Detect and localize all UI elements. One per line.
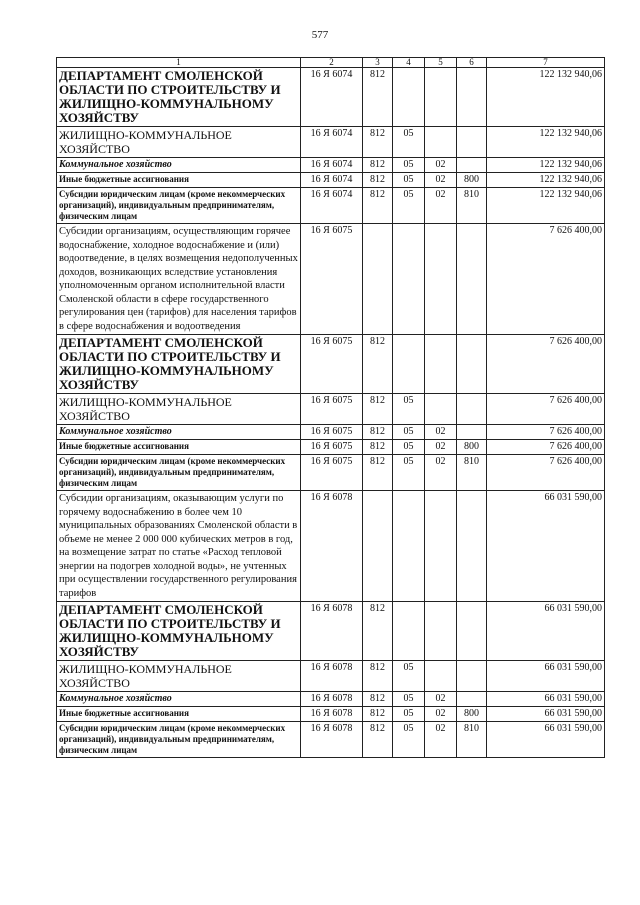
- expense-type-cell: [457, 491, 487, 602]
- table-row: [57, 188, 605, 224]
- section-code-cell: 05: [393, 158, 425, 173]
- ministry-code-cell: 812: [363, 722, 393, 758]
- expense-type-cell: [457, 158, 487, 173]
- header-row: [57, 58, 605, 68]
- ministry-code-cell: 812: [363, 335, 393, 394]
- amount-cell: 122 132 940,06: [487, 173, 605, 188]
- target-code-cell: 16 Я 6078: [301, 661, 363, 692]
- ministry-code-cell: [363, 224, 393, 335]
- subsection-code-cell: [425, 127, 457, 158]
- row-name-cell: Иные бюджетные ассигнования: [57, 707, 301, 722]
- section-code-cell: 05: [393, 661, 425, 692]
- target-code-cell: 16 Я 6074: [301, 173, 363, 188]
- subsection-code-cell: 02: [425, 440, 457, 455]
- target-code-cell: 16 Я 6078: [301, 491, 363, 602]
- table-row: [57, 707, 605, 722]
- subsection-code-cell: 02: [425, 722, 457, 758]
- row-name-cell: Субсидии юридическим лицам (кроме некоммерческих организаций), индивидуальным предпринимателям, физическим лицам: [57, 455, 301, 491]
- amount-cell: 122 132 940,06: [487, 68, 605, 127]
- expense-type-cell: 810: [457, 722, 487, 758]
- subsection-code-cell: 02: [425, 707, 457, 722]
- subsection-code-cell: [425, 491, 457, 602]
- target-code-cell: 16 Я 6074: [301, 188, 363, 224]
- row-name-cell: Субсидии организациям, осуществляющим горячее водоснабжение, холодное водоснабжение и (или) водоотведение, в целях возмещения недополученных доходов, возникающих вследствие установления уполномоченным органом исполнительной власти Смоленской области в сфере государственного регулирования цен (тарифов) для населения тарифов в сфере водоснабжения и водоотведения: [57, 224, 301, 335]
- target-code-cell: 16 Я 6074: [301, 68, 363, 127]
- section-code-cell: 05: [393, 692, 425, 707]
- subsection-code-cell: [425, 335, 457, 394]
- expense-type-cell: [457, 335, 487, 394]
- ministry-code-cell: 812: [363, 455, 393, 491]
- target-code-cell: 16 Я 6075: [301, 394, 363, 425]
- expense-type-cell: [457, 692, 487, 707]
- amount-cell: 7 626 400,00: [487, 335, 605, 394]
- section-code-cell: 05: [393, 394, 425, 425]
- ministry-code-cell: 812: [363, 188, 393, 224]
- column-header: 2: [301, 58, 363, 68]
- column-header: 6: [457, 58, 487, 68]
- ministry-code-cell: 812: [363, 602, 393, 661]
- subsection-code-cell: 02: [425, 425, 457, 440]
- subsection-code-cell: 02: [425, 188, 457, 224]
- budget-table: [56, 57, 605, 758]
- table-row: [57, 491, 605, 602]
- section-code-cell: [393, 491, 425, 602]
- table-row: [57, 335, 605, 394]
- row-name-cell: Коммунальное хозяйство: [57, 425, 301, 440]
- expense-type-cell: 810: [457, 455, 487, 491]
- row-name-cell: ДЕПАРТАМЕНТ СМОЛЕНСКОЙ ОБЛАСТИ ПО СТРОИТЕЛЬСТВУ И ЖИЛИЩНО-КОММУНАЛЬНОМУ ХОЗЯЙСТВУ: [57, 335, 301, 394]
- ministry-code-cell: [363, 491, 393, 602]
- target-code-cell: 16 Я 6078: [301, 722, 363, 758]
- target-code-cell: 16 Я 6078: [301, 692, 363, 707]
- expense-type-cell: [457, 661, 487, 692]
- expense-type-cell: [457, 602, 487, 661]
- subsection-code-cell: [425, 661, 457, 692]
- target-code-cell: 16 Я 6075: [301, 425, 363, 440]
- table-row: [57, 602, 605, 661]
- table-row: [57, 425, 605, 440]
- ministry-code-cell: 812: [363, 692, 393, 707]
- target-code-cell: 16 Я 6075: [301, 335, 363, 394]
- subsection-code-cell: 02: [425, 158, 457, 173]
- column-header: 1: [57, 58, 301, 68]
- amount-cell: 66 031 590,00: [487, 707, 605, 722]
- ministry-code-cell: 812: [363, 158, 393, 173]
- ministry-code-cell: 812: [363, 440, 393, 455]
- target-code-cell: 16 Я 6078: [301, 602, 363, 661]
- row-name-cell: Иные бюджетные ассигнования: [57, 440, 301, 455]
- table-row: [57, 455, 605, 491]
- expense-type-cell: [457, 127, 487, 158]
- column-header: 3: [363, 58, 393, 68]
- amount-cell: 7 626 400,00: [487, 455, 605, 491]
- row-name-cell: Субсидии юридическим лицам (кроме некоммерческих организаций), индивидуальным предпринимателям, физическим лицам: [57, 722, 301, 758]
- section-code-cell: 05: [393, 127, 425, 158]
- subsection-code-cell: [425, 602, 457, 661]
- section-code-cell: 05: [393, 722, 425, 758]
- ministry-code-cell: 812: [363, 173, 393, 188]
- table-row: [57, 394, 605, 425]
- amount-cell: 122 132 940,06: [487, 188, 605, 224]
- target-code-cell: 16 Я 6074: [301, 127, 363, 158]
- ministry-code-cell: 812: [363, 394, 393, 425]
- section-code-cell: [393, 224, 425, 335]
- row-name-cell: ЖИЛИЩНО-КОММУНАЛЬНОЕ ХОЗЯЙСТВО: [57, 661, 301, 692]
- subsection-code-cell: 02: [425, 455, 457, 491]
- subsection-code-cell: [425, 394, 457, 425]
- expense-type-cell: [457, 425, 487, 440]
- amount-cell: 66 031 590,00: [487, 602, 605, 661]
- expense-type-cell: [457, 224, 487, 335]
- column-header: 7: [487, 58, 605, 68]
- section-code-cell: 05: [393, 425, 425, 440]
- ministry-code-cell: 812: [363, 68, 393, 127]
- section-code-cell: [393, 335, 425, 394]
- expense-type-cell: 800: [457, 707, 487, 722]
- expense-type-cell: [457, 394, 487, 425]
- section-code-cell: 05: [393, 188, 425, 224]
- row-name-cell: Субсидии юридическим лицам (кроме некоммерческих организаций), индивидуальным предпринимателям, физическим лицам: [57, 188, 301, 224]
- row-name-cell: ЖИЛИЩНО-КОММУНАЛЬНОЕ ХОЗЯЙСТВО: [57, 394, 301, 425]
- target-code-cell: 16 Я 6075: [301, 455, 363, 491]
- target-code-cell: 16 Я 6078: [301, 707, 363, 722]
- table-row: [57, 127, 605, 158]
- amount-cell: 66 031 590,00: [487, 661, 605, 692]
- target-code-cell: 16 Я 6075: [301, 224, 363, 335]
- section-code-cell: 05: [393, 440, 425, 455]
- table-row: [57, 692, 605, 707]
- page-number: 577: [311, 29, 329, 41]
- row-name-cell: ЖИЛИЩНО-КОММУНАЛЬНОЕ ХОЗЯЙСТВО: [57, 127, 301, 158]
- subsection-code-cell: 02: [425, 173, 457, 188]
- subsection-code-cell: 02: [425, 692, 457, 707]
- ministry-code-cell: 812: [363, 661, 393, 692]
- row-name-cell: Иные бюджетные ассигнования: [57, 173, 301, 188]
- section-code-cell: 05: [393, 707, 425, 722]
- table-row: [57, 158, 605, 173]
- expense-type-cell: 810: [457, 188, 487, 224]
- amount-cell: 7 626 400,00: [487, 224, 605, 335]
- table-row: [57, 173, 605, 188]
- row-name-cell: ДЕПАРТАМЕНТ СМОЛЕНСКОЙ ОБЛАСТИ ПО СТРОИТЕЛЬСТВУ И ЖИЛИЩНО-КОММУНАЛЬНОМУ ХОЗЯЙСТВУ: [57, 68, 301, 127]
- table-row: [57, 68, 605, 127]
- amount-cell: 66 031 590,00: [487, 692, 605, 707]
- amount-cell: 7 626 400,00: [487, 394, 605, 425]
- section-code-cell: 05: [393, 173, 425, 188]
- table-row: [57, 722, 605, 758]
- amount-cell: 66 031 590,00: [487, 491, 605, 602]
- amount-cell: 122 132 940,06: [487, 158, 605, 173]
- ministry-code-cell: 812: [363, 425, 393, 440]
- section-code-cell: 05: [393, 455, 425, 491]
- expense-type-cell: 800: [457, 173, 487, 188]
- amount-cell: 7 626 400,00: [487, 440, 605, 455]
- row-name-cell: Коммунальное хозяйство: [57, 692, 301, 707]
- row-name-cell: Субсидии организациям, оказывающим услуги по горячему водоснабжению в более чем 10 муниципальных образованиях Смоленской области в объеме не менее 2 000 000 кубических метров в год, на возмещение затрат по статье «Расход тепловой энергии на подогрев холодной воды», не учтенных при осуществлении государственного регулирования тарифов: [57, 491, 301, 602]
- table-row: [57, 661, 605, 692]
- expense-type-cell: 800: [457, 440, 487, 455]
- column-header: 4: [393, 58, 425, 68]
- column-header: 5: [425, 58, 457, 68]
- ministry-code-cell: 812: [363, 127, 393, 158]
- row-name-cell: Коммунальное хозяйство: [57, 158, 301, 173]
- table-row: [57, 224, 605, 335]
- table-row: [57, 440, 605, 455]
- amount-cell: 66 031 590,00: [487, 722, 605, 758]
- expense-type-cell: [457, 68, 487, 127]
- amount-cell: 122 132 940,06: [487, 127, 605, 158]
- subsection-code-cell: [425, 68, 457, 127]
- target-code-cell: 16 Я 6075: [301, 440, 363, 455]
- ministry-code-cell: 812: [363, 707, 393, 722]
- section-code-cell: [393, 602, 425, 661]
- target-code-cell: 16 Я 6074: [301, 158, 363, 173]
- subsection-code-cell: [425, 224, 457, 335]
- amount-cell: 7 626 400,00: [487, 425, 605, 440]
- row-name-cell: ДЕПАРТАМЕНТ СМОЛЕНСКОЙ ОБЛАСТИ ПО СТРОИТЕЛЬСТВУ И ЖИЛИЩНО-КОММУНАЛЬНОМУ ХОЗЯЙСТВУ: [57, 602, 301, 661]
- section-code-cell: [393, 68, 425, 127]
